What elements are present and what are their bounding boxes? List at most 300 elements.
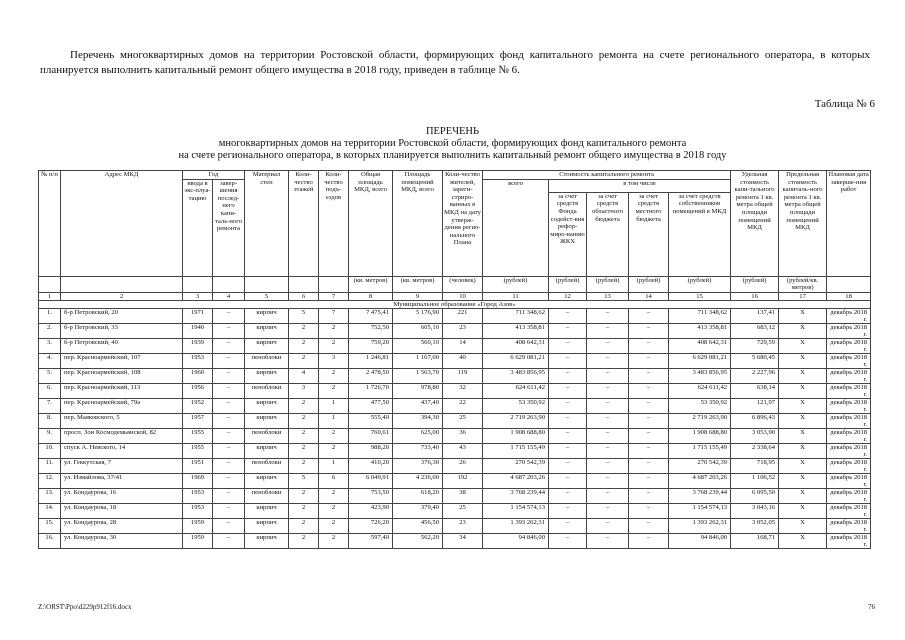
column-number: 3 <box>183 292 213 300</box>
table-cell: – <box>629 338 669 353</box>
table-cell: 5 <box>289 308 319 323</box>
table-cell: 2 <box>319 323 349 338</box>
table-cell: пеноблоки <box>245 383 289 398</box>
table-cell: 2 <box>289 533 319 548</box>
table-cell: 32 <box>443 383 483 398</box>
table-cell: 43 <box>443 443 483 458</box>
table-cell: – <box>629 458 669 473</box>
table-cell: б-р Петровский, 33 <box>61 323 183 338</box>
column-number: 2 <box>61 292 183 300</box>
table-number: Таблица № 6 <box>814 98 875 110</box>
header-cost-total: всего <box>483 179 549 276</box>
table-cell: 2 <box>319 503 349 518</box>
unit-label: (рублей) <box>669 276 731 292</box>
table-cell: – <box>629 488 669 503</box>
table-cell: 3 483 856,95 <box>483 368 549 383</box>
table-header <box>39 171 871 293</box>
table-cell: 3 052,05 <box>731 518 779 533</box>
table-cell: 2 719 263,90 <box>669 413 731 428</box>
header-cost: Стоимость капитального ремонта <box>483 171 731 180</box>
table-cell: 23 <box>443 323 483 338</box>
table-cell: 1 <box>319 398 349 413</box>
table-cell: декабрь 2018 г. <box>827 428 871 443</box>
table-cell: – <box>629 518 669 533</box>
table-cell: кирпич <box>245 398 289 413</box>
table-cell: 38 <box>443 488 483 503</box>
table-cell: 408 642,31 <box>483 338 549 353</box>
table-cell: – <box>549 443 587 458</box>
table-cell: 53 350,92 <box>669 398 731 413</box>
table-cell: 1953 <box>183 503 213 518</box>
table-cell: пеноблоки <box>245 488 289 503</box>
table-row <box>39 308 871 323</box>
table-cell: – <box>587 473 629 488</box>
table-cell: 10. <box>39 443 61 458</box>
column-number: 7 <box>319 292 349 300</box>
table-cell: 6 896,43 <box>731 413 779 428</box>
table-cell: б-р Петровский, 40 <box>61 338 183 353</box>
table-cell: X <box>779 398 827 413</box>
table-cell: 624 611,42 <box>483 383 549 398</box>
table-cell: – <box>587 413 629 428</box>
table-cell: 624 611,42 <box>669 383 731 398</box>
table-cell: 11. <box>39 458 61 473</box>
table-cell: 718,95 <box>731 458 779 473</box>
table-cell: 94 846,00 <box>669 533 731 548</box>
table-cell: 6 629 081,21 <box>483 353 549 368</box>
table-cell: X <box>779 488 827 503</box>
table-cell: – <box>629 398 669 413</box>
table-cell: 1955 <box>183 428 213 443</box>
table-cell: – <box>213 413 245 428</box>
table-cell: 6 095,50 <box>731 488 779 503</box>
table-cell: 2 <box>289 518 319 533</box>
table-cell: 1 908 688,80 <box>483 428 549 443</box>
table-row <box>39 443 871 458</box>
table-cell: 270 542,39 <box>669 458 731 473</box>
table-cell: декабрь 2018 г. <box>827 488 871 503</box>
table-cell: декабрь 2018 г. <box>827 443 871 458</box>
table-row <box>39 323 871 338</box>
table-cell: 6 049,91 <box>349 473 393 488</box>
column-number: 4 <box>213 292 245 300</box>
table-cell: 2 <box>289 353 319 368</box>
table-cell: – <box>587 308 629 323</box>
table-cell: 16. <box>39 533 61 548</box>
header-cost-local: за счет средств местного бюджета <box>629 192 669 276</box>
table-cell: – <box>213 323 245 338</box>
table-subtitle-line-1: многоквартирных домов на территории Ростовской области, формирующих фонд капитального ремонта <box>218 138 687 149</box>
table-cell: 638,14 <box>731 383 779 398</box>
table-cell: X <box>779 323 827 338</box>
table-cell: 15. <box>39 518 61 533</box>
table-body <box>39 292 871 548</box>
column-number: 9 <box>393 292 443 300</box>
table-cell: 6. <box>39 383 61 398</box>
table-cell: 7. <box>39 398 61 413</box>
table-cell: – <box>587 443 629 458</box>
table-row <box>39 368 871 383</box>
table-cell: 988,20 <box>349 443 393 458</box>
header-year-end: завер-шения послед-него капи-таль-ного ремонта <box>213 179 245 276</box>
table-cell: ул. Кондаурова, 16 <box>61 488 183 503</box>
table-cell: 1 154 574,13 <box>669 503 731 518</box>
table-cell: – <box>629 383 669 398</box>
unit-label: (рублей) <box>731 276 779 292</box>
table-cell: – <box>549 458 587 473</box>
table-cell: 1 563,70 <box>393 368 443 383</box>
table-cell: 2 <box>319 533 349 548</box>
header-material: Материал стен <box>245 171 289 277</box>
table-cell: декабрь 2018 г. <box>827 518 871 533</box>
table-cell: X <box>779 383 827 398</box>
table-cell: – <box>587 353 629 368</box>
table-cell: – <box>587 518 629 533</box>
table-cell: 2 227,96 <box>731 368 779 383</box>
table-cell: 711 348,62 <box>669 308 731 323</box>
table-cell: 2 <box>319 368 349 383</box>
table-cell: кирпич <box>245 473 289 488</box>
table-cell: 2 <box>289 398 319 413</box>
table-cell: X <box>779 458 827 473</box>
table-cell: декабрь 2018 г. <box>827 458 871 473</box>
table-row <box>39 458 871 473</box>
table-cell: декабрь 2018 г. <box>827 323 871 338</box>
table-title: ПЕРЕЧЕНЬ <box>425 126 480 137</box>
table-cell: кирпич <box>245 518 289 533</box>
unit-label: (рублей) <box>629 276 669 292</box>
table-cell: – <box>549 398 587 413</box>
table-cell: – <box>629 368 669 383</box>
table-cell: 2 478,50 <box>349 368 393 383</box>
table-cell: 376,30 <box>393 458 443 473</box>
table-cell: 1951 <box>183 458 213 473</box>
table-cell: 2 <box>289 503 319 518</box>
table-row <box>39 383 871 398</box>
table-cell: 1 393 262,31 <box>669 518 731 533</box>
table-cell: – <box>549 473 587 488</box>
table-cell: 3. <box>39 338 61 353</box>
table-cell: 4 687 203,26 <box>483 473 549 488</box>
table-row <box>39 518 871 533</box>
table-cell: ул. Геккутская, 7 <box>61 458 183 473</box>
column-number: 5 <box>245 292 289 300</box>
table-cell: – <box>549 428 587 443</box>
table-cell: декабрь 2018 г. <box>827 353 871 368</box>
table-cell: 759,20 <box>349 338 393 353</box>
table-cell: 456,50 <box>393 518 443 533</box>
unit-label: (кв. метров) <box>393 276 443 292</box>
table-cell: 1971 <box>183 308 213 323</box>
table-cell: – <box>549 533 587 548</box>
table-cell: 2 <box>289 458 319 473</box>
table-cell: 2 <box>289 323 319 338</box>
table-cell: – <box>549 488 587 503</box>
table-cell: 5 176,90 <box>393 308 443 323</box>
table-cell: 2 <box>319 383 349 398</box>
table-cell: 4 <box>289 368 319 383</box>
table-cell: 3 <box>319 353 349 368</box>
table-cell: 413 358,81 <box>483 323 549 338</box>
table-cell: X <box>779 503 827 518</box>
table-cell: 562,20 <box>393 533 443 548</box>
table-cell: – <box>629 503 669 518</box>
table-cell: 23 <box>443 518 483 533</box>
table-cell: – <box>213 383 245 398</box>
table-cell: пер. Маяковского, 5 <box>61 413 183 428</box>
table-cell: X <box>779 413 827 428</box>
table-cell: 3 043,16 <box>731 503 779 518</box>
table-cell: 2. <box>39 323 61 338</box>
unit-label: (кв. метров) <box>349 276 393 292</box>
table-cell: X <box>779 308 827 323</box>
table-cell: 1955 <box>183 443 213 458</box>
table-cell: 2 <box>289 428 319 443</box>
column-number: 18 <box>827 292 871 300</box>
table-cell: 1957 <box>183 413 213 428</box>
table-cell: ул. Кондаурова, 30 <box>61 533 183 548</box>
table-cell: – <box>629 323 669 338</box>
table-cell: – <box>587 383 629 398</box>
table-subtitle-line-2: на счете регионального оператора, в которых планируется выполнить капитальный ремонт общего имущества в 2018 году <box>178 150 727 161</box>
table-cell: 1959 <box>183 518 213 533</box>
table-cell: кирпич <box>245 323 289 338</box>
table-cell: 1 154 574,13 <box>483 503 549 518</box>
table-cell: 2 <box>289 443 319 458</box>
table-cell: 270 542,39 <box>483 458 549 473</box>
table-cell: 5. <box>39 368 61 383</box>
table-cell: ул. Кондаурова, 18 <box>61 503 183 518</box>
table-cell: 379,40 <box>393 503 443 518</box>
header-cost-fund: за счет средств Фонда содейст-вия рефор-миро-ванию ЖКХ <box>549 192 587 276</box>
table-cell: – <box>213 443 245 458</box>
table-cell: – <box>213 428 245 443</box>
header-num: № п/п <box>39 171 61 277</box>
table-cell: 726,20 <box>349 518 393 533</box>
table-cell: 560,10 <box>393 338 443 353</box>
table-cell: 119 <box>443 368 483 383</box>
table-cell: 477,50 <box>349 398 393 413</box>
table-cell: декабрь 2018 г. <box>827 533 871 548</box>
header-cost-region: за счет средств областного бюджета <box>587 192 629 276</box>
houses-table <box>38 170 871 549</box>
table-cell: 2 <box>289 488 319 503</box>
table-cell: декабрь 2018 г. <box>827 308 871 323</box>
table-cell: 121,97 <box>731 398 779 413</box>
table-cell: – <box>587 503 629 518</box>
table-cell: ул. Кондаурова, 28 <box>61 518 183 533</box>
table-cell: декабрь 2018 г. <box>827 383 871 398</box>
header-year: Год <box>183 171 245 180</box>
table-cell: – <box>549 413 587 428</box>
table-cell: 25 <box>443 413 483 428</box>
page-number: 76 <box>868 603 875 611</box>
table-cell: 2 <box>319 428 349 443</box>
table-cell: 1 106,52 <box>731 473 779 488</box>
table-cell: 1969 <box>183 473 213 488</box>
table-cell: 7 <box>319 308 349 323</box>
table-cell: 168,71 <box>731 533 779 548</box>
municipality-label: Муниципальное образование «Город Азов» <box>39 300 871 308</box>
table-cell: 13. <box>39 488 61 503</box>
table-cell: – <box>213 353 245 368</box>
table-cell: 2 <box>319 443 349 458</box>
table-cell: 1 715 155,49 <box>669 443 731 458</box>
table-cell: 8. <box>39 413 61 428</box>
table-cell: 2 <box>289 413 319 428</box>
intro-paragraph: Перечень многоквартирных домов на территории Ростовской области, формирующих фонд капитального ремонта на счете регионального оператора, в которых планируется выполнить капитальный ремонт общего имущества в 2018 году, приведен в таблице № 6. <box>40 49 870 76</box>
header-limit-cost: Предельная стоимость капиталь-ного ремонта 1 кв. метра общей площади помещений МКД <box>779 171 827 277</box>
table-cell: – <box>587 338 629 353</box>
table-cell: 1 <box>319 458 349 473</box>
table-cell: 605,10 <box>393 323 443 338</box>
table-cell: X <box>779 518 827 533</box>
table-cell: 137,41 <box>731 308 779 323</box>
table-cell: 597,40 <box>349 533 393 548</box>
table-cell: 3 768 239,44 <box>483 488 549 503</box>
table-cell: – <box>587 458 629 473</box>
table-cell: 221 <box>443 308 483 323</box>
table-cell: 6 <box>319 473 349 488</box>
table-cell: 1953 <box>183 488 213 503</box>
table-cell: 1 726,70 <box>349 383 393 398</box>
table-cell: – <box>587 323 629 338</box>
header-entrances: Коли-чество подъ-ездов <box>319 171 349 277</box>
table-cell: 192 <box>443 473 483 488</box>
table-cell: 40 <box>443 353 483 368</box>
table-cell: 36 <box>443 428 483 443</box>
municipality-row <box>39 300 871 308</box>
table-cell: – <box>629 533 669 548</box>
unit-label: (человек) <box>443 276 483 292</box>
table-cell: 437,40 <box>393 398 443 413</box>
table-cell: 12. <box>39 473 61 488</box>
table-cell: б-р Петровский, 20 <box>61 308 183 323</box>
table-cell: 618,20 <box>393 488 443 503</box>
table-cell: X <box>779 368 827 383</box>
table-cell: X <box>779 473 827 488</box>
unit-label: (рублей) <box>549 276 587 292</box>
table-cell: 752,50 <box>349 323 393 338</box>
table-cell: кирпич <box>245 413 289 428</box>
table-cell: 5 680,45 <box>731 353 779 368</box>
table-cell: просп. Зои Космодемьянской, 82 <box>61 428 183 443</box>
table-cell: 729,59 <box>731 338 779 353</box>
column-number: 1 <box>39 292 61 300</box>
table-cell: – <box>629 443 669 458</box>
table-cell: кирпич <box>245 308 289 323</box>
table-row <box>39 398 871 413</box>
table-cell: декабрь 2018 г. <box>827 368 871 383</box>
table-cell: – <box>549 338 587 353</box>
table-cell: кирпич <box>245 533 289 548</box>
header-premises-area: Площадь помещений МКД, всего <box>393 171 443 277</box>
unit-label: (рублей) <box>483 276 549 292</box>
table-row <box>39 353 871 368</box>
column-number: 15 <box>669 292 731 300</box>
header-year-start: ввода в экс-плуа-тацию <box>183 179 213 276</box>
table-cell: – <box>549 383 587 398</box>
table-cell: X <box>779 338 827 353</box>
table-row <box>39 413 871 428</box>
table-cell: пеноблоки <box>245 458 289 473</box>
table-cell: декабрь 2018 г. <box>827 338 871 353</box>
table-cell: – <box>213 488 245 503</box>
table-cell: пеноблоки <box>245 353 289 368</box>
table-cell: кирпич <box>245 443 289 458</box>
column-number: 12 <box>549 292 587 300</box>
table-cell: 625,00 <box>393 428 443 443</box>
table-cell: 2 <box>289 338 319 353</box>
header-residents: Коли-чество жителей, зареги-стриро-ванных в МКД на дату утверж-дения регио-нального Плана <box>443 171 483 277</box>
unit-label: (рублей) <box>587 276 629 292</box>
table-cell: – <box>587 488 629 503</box>
table-cell: 2 <box>319 488 349 503</box>
table-row <box>39 503 871 518</box>
table-cell: 1939 <box>183 338 213 353</box>
table-cell: 978,80 <box>393 383 443 398</box>
table-cell: – <box>629 428 669 443</box>
table-cell: пер. Красноармейский, 113 <box>61 383 183 398</box>
table-cell: 753,50 <box>349 488 393 503</box>
table-cell: пер. Красноармейский, 107 <box>61 353 183 368</box>
table-cell: 1953 <box>183 353 213 368</box>
column-number: 6 <box>289 292 319 300</box>
table-cell: 2 719 263,90 <box>483 413 549 428</box>
table-cell: 1960 <box>183 368 213 383</box>
header-including: в том числе <box>549 179 731 192</box>
table-cell: – <box>549 518 587 533</box>
table-cell: 94 846,00 <box>483 533 549 548</box>
column-number: 16 <box>731 292 779 300</box>
table-cell: – <box>213 458 245 473</box>
table-cell: 5 <box>289 473 319 488</box>
table-cell: 733,40 <box>393 443 443 458</box>
header-unit-cost: Удельная стоимость капи-тального ремонта 1 кв. метра общей площади помещений МКД <box>731 171 779 277</box>
table-cell: кирпич <box>245 338 289 353</box>
table-cell: 1 167,00 <box>393 353 443 368</box>
table-cell: X <box>779 443 827 458</box>
table-cell: 4 687 203,26 <box>669 473 731 488</box>
header-cost-owners: за счет средств собственников помещений в МКД <box>669 192 731 276</box>
table-cell: 1952 <box>183 398 213 413</box>
table-cell: 3 768 239,44 <box>669 488 731 503</box>
header-plan-date: Плановая дата заверше-ния работ <box>827 171 871 277</box>
table-cell: – <box>549 368 587 383</box>
table-cell: – <box>549 308 587 323</box>
table-cell: 1 393 262,31 <box>483 518 549 533</box>
table-cell: 1956 <box>183 383 213 398</box>
table-cell: 53 350,92 <box>483 398 549 413</box>
table-cell: – <box>213 368 245 383</box>
table-cell: 2 <box>319 338 349 353</box>
table-cell: – <box>549 503 587 518</box>
table-cell: – <box>587 368 629 383</box>
table-cell: – <box>629 413 669 428</box>
table-cell: пеноблоки <box>245 428 289 443</box>
table-cell: 14 <box>443 338 483 353</box>
table-cell: 1 908 688,80 <box>669 428 731 443</box>
table-cell: 26 <box>443 458 483 473</box>
table-cell: 1959 <box>183 533 213 548</box>
table-cell: 14. <box>39 503 61 518</box>
column-number: 14 <box>629 292 669 300</box>
table-cell: 9. <box>39 428 61 443</box>
table-cell: X <box>779 353 827 368</box>
table-cell: X <box>779 428 827 443</box>
table-cell: – <box>213 473 245 488</box>
table-row <box>39 488 871 503</box>
